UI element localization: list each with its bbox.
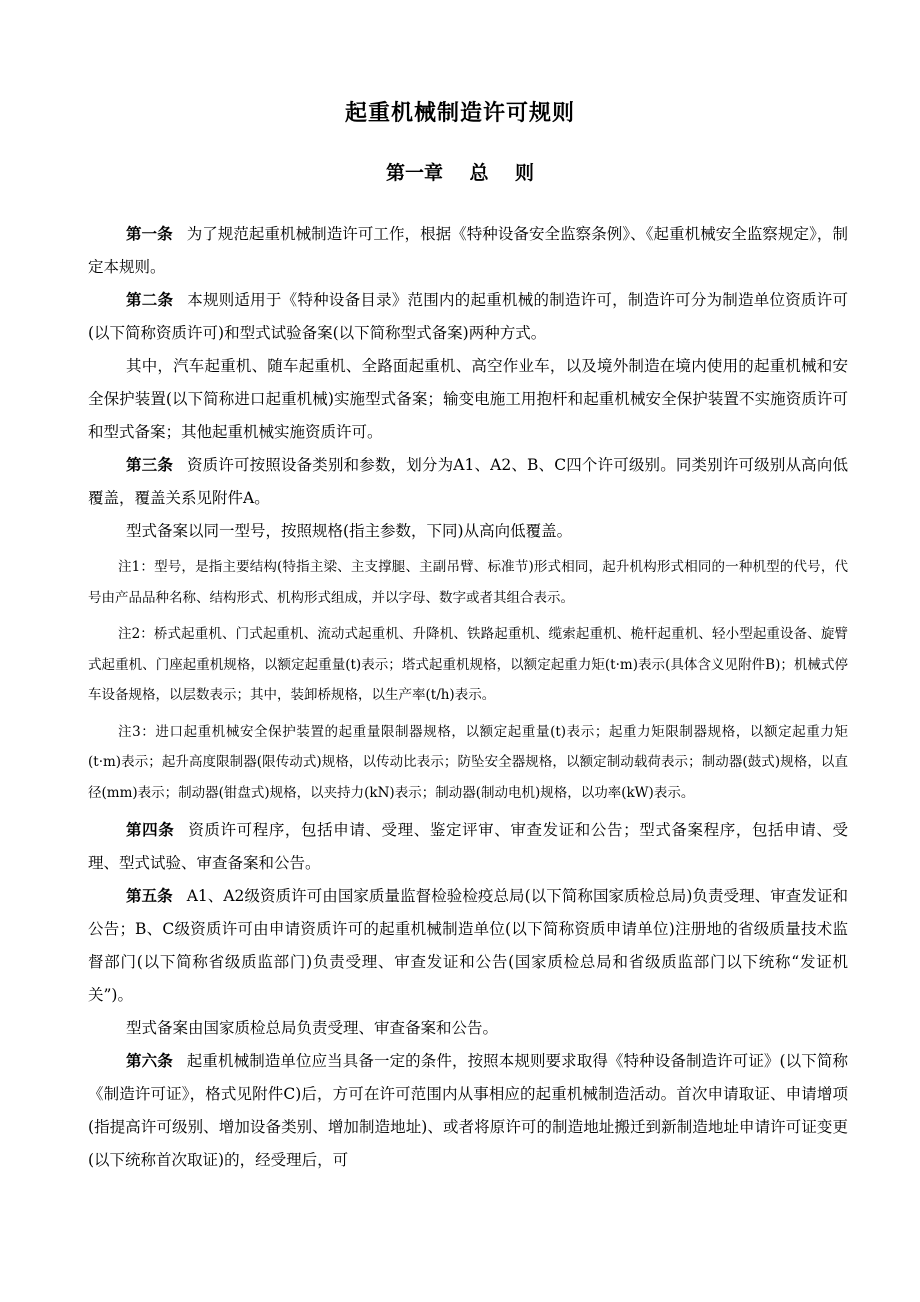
note-3: 注3：进口起重机械安全保护装置的起重量限制器规格，以额定起重量(t)表示；起重力矩限制器规格，以额定起重力矩(t·m)表示；起升高度限制器(限传动式)规格，以传动比表示；防坠安全器规格，以额定制动载荷表示；制动器(鼓式)规格，以直径(mm)表示；制动器(钳盘式)规格，以夹持力(kN)表示；制动器(制动电机)规格，以功率(kW)表示。 <box>88 723 848 801</box>
article-text: 为了规范起重机械制造许可工作，根据《特种设备安全监察条例》、《起重机械安全监察规定》，制定本规则。 <box>88 225 848 276</box>
article-text: 资质许可按照设备类别和参数，划分为A1、A2、B、C四个许可级别。同类别许可级别从高向低覆盖，覆盖关系见附件A。 <box>88 456 848 507</box>
article-text: 型式备案以同一型号，按照规格(指主参数，下同)从高向低覆盖。 <box>126 522 573 540</box>
article-text: 资质许可程序，包括申请、受理、鉴定评审、审查发证和公告；型式备案程序，包括申请、受理、型式试验、审查备案和公告。 <box>88 821 848 872</box>
article-5 <box>88 880 848 1012</box>
article-label: 第五条 <box>126 887 173 905</box>
article-text: 起重机械制造单位应当具备一定的条件，按照本规则要求取得《特种设备制造许可证》(以下简称《制造许可证》，格式见附件C)后，方可在许可范围内从事相应的起重机械制造活动。首次申请取证、申请增项(指提高许可级别、增加设备类别、增加制造地址)、或者将原许可的制造地址搬迁到新制造地址申请许可证变更(以下统称首次取证)的，经受理后，可 <box>88 1052 848 1169</box>
article-6 <box>88 1045 848 1177</box>
article-text: 其中，汽车起重机、随车起重机、全路面起重机、高空作业车，以及境外制造在境内使用的起重机械和安全保护装置(以下简称进口起重机械)实施型式备案；输变电施工用抱杆和起重机械安全保护装置不实施资质许可和型式备案；其他起重机械实施资质许可。 <box>88 357 848 441</box>
document-title: 起重机械制造许可规则 <box>344 101 575 126</box>
document-body <box>88 218 848 1177</box>
note-2: 注2：桥式起重机、门式起重机、流动式起重机、升降机、铁路起重机、缆索起重机、桅杆起重机、轻小型起重设备、旋臂式起重机、门座起重机规格，以额定起重量(t)表示；塔式起重机规格，以额定起重力矩(t·m)表示(具体含义见附件B)；机械式停车设备规格，以层数表示；其中，装卸桥规格，以生产率(t/h)表示。 <box>88 626 848 703</box>
article-text: 型式备案由国家质检总局负责受理、审查备案和公告。 <box>126 1019 499 1037</box>
article-label: 第三条 <box>126 456 173 474</box>
article-1 <box>88 218 848 284</box>
article-3-paragraph <box>88 515 848 548</box>
article-label: 第一条 <box>126 225 173 243</box>
article-5-paragraph <box>88 1012 848 1045</box>
article-text: 本规则适用于《特种设备目录》范围内的起重机械的制造许可，制造许可分为制造单位资质许可(以下简称资质许可)和型式试验备案(以下简称型式备案)两种方式。 <box>88 291 848 342</box>
chapter-heading: 第一章 总 则 <box>386 162 534 184</box>
article-4 <box>88 814 848 880</box>
article-2-paragraph <box>88 350 848 449</box>
article-label: 第四条 <box>126 821 175 839</box>
article-label: 第二条 <box>126 291 174 309</box>
article-text: A1、A2级资质许可由国家质量监督检验检疫总局(以下简称国家质检总局)负责受理、审查发证和公告；B、C级资质许可由申请资质许可的起重机械制造单位(以下简称资质申请单位)注册地的省级质量技术监督部门(以下简称省级质监部门)负责受理、审查发证和公告(国家质检总局和省级质监部门以下统称“发证机关”)。 <box>88 887 848 1004</box>
article-3 <box>88 449 848 515</box>
article-label: 第六条 <box>126 1052 173 1070</box>
note-1: 注1：型号，是指主要结构(特指主梁、主支撑腿、主副吊臂、标准节)形式相同，起升机构形式相同的一种机型的代号，代号由产品品种名称、结构形式、机构形式组成，并以字母、数字或者其组合表示。 <box>88 559 848 606</box>
article-2 <box>88 284 848 350</box>
